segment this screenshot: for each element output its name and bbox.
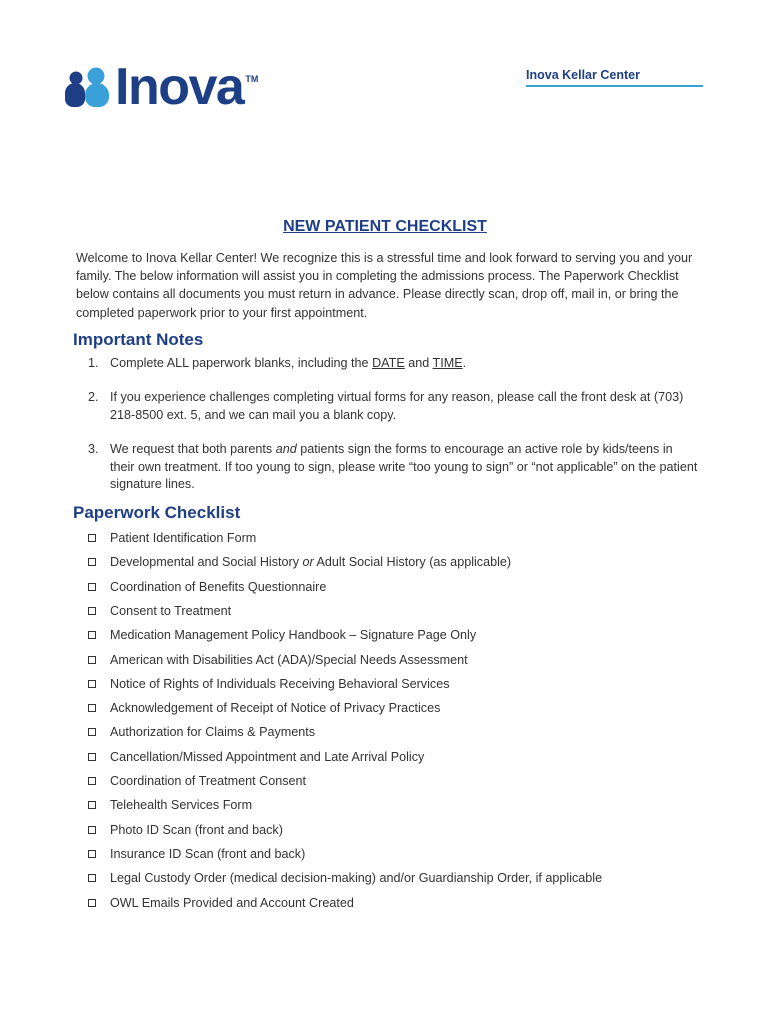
- note-item: [88, 389, 698, 424]
- checkbox-icon[interactable]: [88, 704, 96, 712]
- note-number: 3.: [88, 442, 99, 456]
- note-item: [88, 441, 698, 494]
- checklist-item: Developmental and Social History or Adult Social History (as applicable): [88, 553, 511, 571]
- checklist-item: Coordination of Treatment Consent: [88, 772, 306, 790]
- page-title: NEW PATIENT CHECKLIST: [283, 218, 487, 235]
- important-notes-heading: Important Notes: [73, 330, 204, 349]
- checkbox-icon[interactable]: [88, 534, 96, 542]
- logo-wordmark: Inova: [115, 58, 244, 116]
- checklist-item: Patient Identification Form: [88, 529, 256, 547]
- note-number: 1.: [88, 356, 99, 370]
- checklist-item: Medication Management Policy Handbook – Signature Page Only: [88, 626, 476, 644]
- checkbox-icon[interactable]: [88, 558, 96, 566]
- checklist-item: Insurance ID Scan (front and back): [88, 845, 305, 863]
- logo-trademark: TM: [245, 74, 259, 84]
- checkbox-icon[interactable]: [88, 850, 96, 858]
- checklist-item: Acknowledgement of Receipt of Notice of Privacy Practices: [88, 699, 440, 717]
- checkbox-icon[interactable]: [88, 656, 96, 664]
- checklist-item: American with Disabilities Act (ADA)/Special Needs Assessment: [88, 651, 468, 669]
- intro-paragraph: Welcome to Inova Kellar Center! We recognize this is a stressful time and look forward to serving you and your family. The below information will assist you in completing the admissions process. The Paperwork Checklist below contains all documents you must return in advance. Please directly scan, drop off, mail in, or bring the completed paperwork prior to your first appointment.: [76, 251, 693, 320]
- center-name-underline: [526, 85, 703, 87]
- checkbox-icon[interactable]: [88, 801, 96, 809]
- inova-logo: [63, 58, 259, 116]
- checklist-item: OWL Emails Provided and Account Created: [88, 894, 354, 912]
- note-number: 2.: [88, 390, 99, 404]
- paperwork-checklist-heading: Paperwork Checklist: [73, 503, 241, 522]
- checkbox-icon[interactable]: [88, 631, 96, 639]
- center-name: Inova Kellar Center: [526, 68, 640, 82]
- checklist-item: Notice of Rights of Individuals Receiving Behavioral Services: [88, 675, 450, 693]
- checkbox-icon[interactable]: [88, 607, 96, 615]
- checklist-item: Photo ID Scan (front and back): [88, 821, 283, 839]
- checklist-item: Legal Custody Order (medical decision-making) and/or Guardianship Order, if applicable: [88, 869, 602, 887]
- checklist-item: Coordination of Benefits Questionnaire: [88, 578, 326, 596]
- or-emphasis: or: [302, 555, 314, 570]
- date-emphasis: DATE: [372, 356, 405, 370]
- checkbox-icon[interactable]: [88, 583, 96, 591]
- checkbox-icon[interactable]: [88, 874, 96, 882]
- checklist-item: Telehealth Services Form: [88, 796, 252, 814]
- checklist-item: Authorization for Claims & Payments: [88, 723, 315, 741]
- note-text: If you experience challenges completing virtual forms for any reason, please call the front desk at (703) 218-8500 ext. 5, and we can mail you a blank copy.: [110, 390, 684, 422]
- note-text: We request that both parents and patients sign the forms to encourage an active role by kids/teens in their own treatment. If too young to sign, please write “too young to sign” or “not applicable” on the patient signature lines.: [110, 442, 698, 492]
- checklist-item: Cancellation/Missed Appointment and Late Arrival Policy: [88, 748, 424, 766]
- checkbox-icon[interactable]: [88, 826, 96, 834]
- checkbox-icon[interactable]: [88, 680, 96, 688]
- checkbox-icon[interactable]: [88, 777, 96, 785]
- note-item: [88, 355, 698, 373]
- checkbox-icon[interactable]: [88, 899, 96, 907]
- time-emphasis: TIME: [432, 356, 463, 370]
- checkbox-icon[interactable]: [88, 753, 96, 761]
- checkbox-icon[interactable]: [88, 728, 96, 736]
- and-emphasis: and: [275, 442, 297, 456]
- inova-people-icon: [63, 65, 111, 109]
- note-text: Complete ALL paperwork blanks, including the DATE and TIME.: [110, 356, 467, 370]
- checklist-item: Consent to Treatment: [88, 602, 231, 620]
